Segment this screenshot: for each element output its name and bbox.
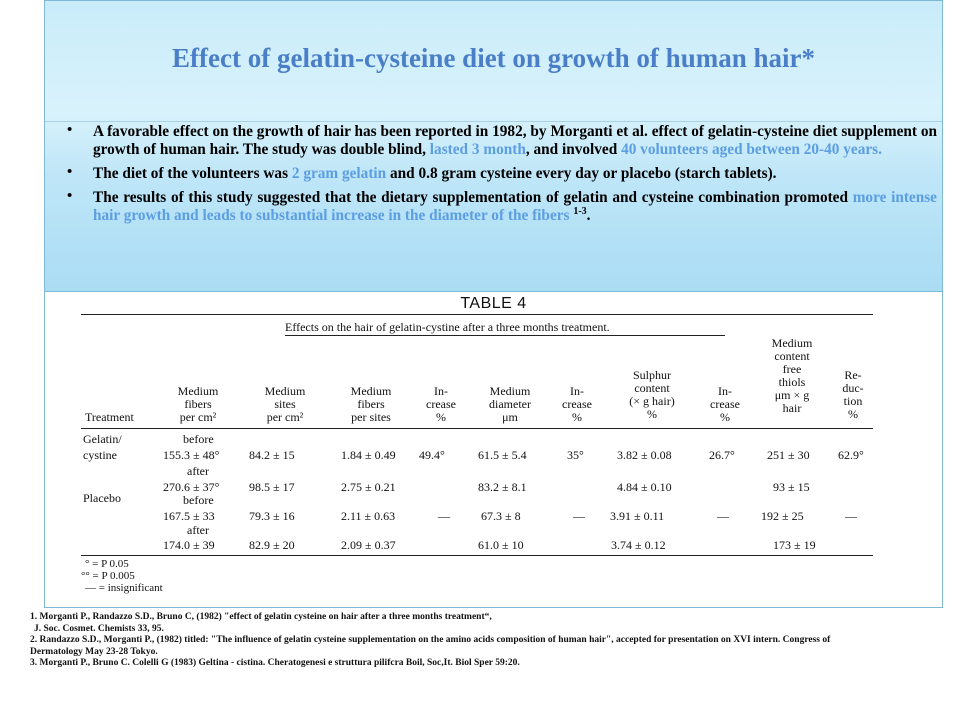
sub-label-after: after [187,523,209,537]
table-cell: 84.2 ± 15 [249,448,295,462]
table-cell: 26.7° [709,448,735,462]
bullet-dot-icon: • [67,188,73,204]
references [30,612,955,670]
table-cell: 61.5 ± 5.4 [478,448,527,462]
table-caption: Effects on the hair of gelatin-cystine after a three months treatment. [285,320,610,334]
header-medium-diameter: Medium diameter μm [489,384,531,424]
reference-line: Dermatology May 23-28 Tokyo. [30,646,158,657]
bullet-dot-icon: • [67,122,73,138]
caption-rule [285,335,725,336]
bullet-item: • The results of this study suggested that the dietary supplementation of gelatin and cysteine combination promoted more intense hair growth and leads to substantial increase in the diameter of the fibers $^{1-3}$. [67,188,937,224]
table-cell: 35° [567,448,584,462]
header-increase-1: In- crease % [426,384,456,424]
table-cell: — [845,509,857,523]
highlight-text: 40 volunteers aged between 20-40 years. [621,141,882,158]
table-cell: 4.84 ± 0.10 [617,480,672,494]
table-cell: 270.6 ± 37° [163,480,220,494]
table-cell: 2.75 ± 0.21 [341,480,396,494]
table-cell: 251 ± 30 [767,448,810,462]
reference-line: 2. Randazzo S.D., Morganti P., (1982) titled: "The influence of gelatin cysteine supplementation on the amino acids composition of human hair", accepted for presentation on XVI intern. Congress of [30,635,831,645]
table-cell: 192 ± 25 [761,509,804,523]
header-treatment: Treatment [85,410,134,424]
table-panel [44,292,943,608]
table-cell: 174.0 ± 39 [163,538,215,552]
header-reduction: Re- duc- tion % [842,368,864,421]
table-cell: 3.74 ± 0.12 [611,538,666,552]
table-cell: 82.9 ± 20 [249,538,295,552]
group-label-placebo: Placebo [83,491,121,505]
reference-line: 1. Morganti P., Randazzo S.D., Bruno C, (1982) "effect of gelatin cysteine on hair after a three months treatment“, [30,612,492,622]
table-title: TABLE 4 [460,295,527,312]
reference-line: J. Soc. Cosmet. Chemists 33, 95. [34,623,164,634]
header-medium-sites-per-cm2: Medium sites per cm² [264,384,306,424]
table-cell: 3.91 ± 0.11 [610,509,665,523]
sub-label-after: after [187,464,209,478]
table-footnote: — = insignificant [85,582,163,594]
table-footnote: ° = P 0.05 [85,558,129,570]
header-rule [81,428,873,429]
table-cell: 3.82 ± 0.08 [617,448,672,462]
header-panel [44,0,943,292]
table-footnote: °° = P 0.005 [81,570,135,582]
table-cell: 98.5 ± 17 [249,480,295,494]
table-cell: — [573,509,585,523]
table-cell: 2.09 ± 0.37 [341,538,396,552]
table-bottom-rule [81,555,873,556]
header-increase-2: In- crease % [562,384,592,424]
header-increase-3: In- crease % [710,384,740,424]
table-cell: — [717,509,729,523]
sub-label-before: before [183,432,214,446]
header-sulphur-content: Sulphur content (× g hair) % [629,368,675,421]
title-divider [45,121,942,122]
bullet-item: • The diet of the volunteers was 2 gram gelatin and 0.8 gram cysteine every day or placebo (starch tablets). [67,164,777,182]
citation-superscript: 1-3 [573,205,587,217]
bullet-list [55,123,937,231]
header-free-thiols: Medium content free thiols μm × g hair [771,336,813,415]
table-cell: 2.11 ± 0.63 [341,509,396,523]
table-cell: 61.0 ± 10 [478,538,524,552]
highlight-text: more intense hair growth and leads to substantial increase in the diameter of the fibers [93,189,937,224]
group-label-gelatin: cystine [83,448,117,462]
table-cell: 173 ± 19 [773,538,816,552]
table-cell: 79.3 ± 16 [249,509,295,523]
table-top-rule [81,314,873,315]
header-medium-fibers-per-cm2: Medium fibers per cm² [177,384,219,424]
group-label-gelatin: Gelatin/ [83,432,122,446]
sub-label-before: before [183,493,214,507]
highlight-text: lasted 3 month [429,141,526,158]
header-medium-fibers-per-sites: Medium fibers per sites [350,384,392,424]
table-cell: — [438,509,450,523]
highlight-text: 2 gram gelatin [291,165,387,182]
table-cell: 67.3 ± 8 [481,509,521,523]
bullet-item: • A favorable effect on the growth of hair has been reported in 1982, by Morganti et al. effect of gelatin-cysteine diet supplement on growth of human hair. The study was double blind, lasted 3 month, and involved 40 volunteers aged between 20-40 years. [67,122,937,158]
table-cell: 167.5 ± 33 [163,509,215,523]
table-cell: 49.4° [419,448,445,462]
table-cell: 1.84 ± 0.49 [341,448,396,462]
table-cell: 93 ± 15 [773,480,810,494]
table-cell: 155.3 ± 48° [163,448,220,462]
page-title: Effect of gelatin-cysteine diet on growth of human hair* [172,43,815,73]
reference-line: 3. Morganti P., Bruno C. Colelli G (1983) Geltina - cistina. Cheratogenesi e struttura pilifcra Boil, Soc,It. Biol Sper 59:20. [30,658,520,668]
table-cell: 62.9° [838,448,864,462]
bullet-dot-icon: • [67,164,73,180]
table-cell: 83.2 ± 8.1 [478,480,527,494]
